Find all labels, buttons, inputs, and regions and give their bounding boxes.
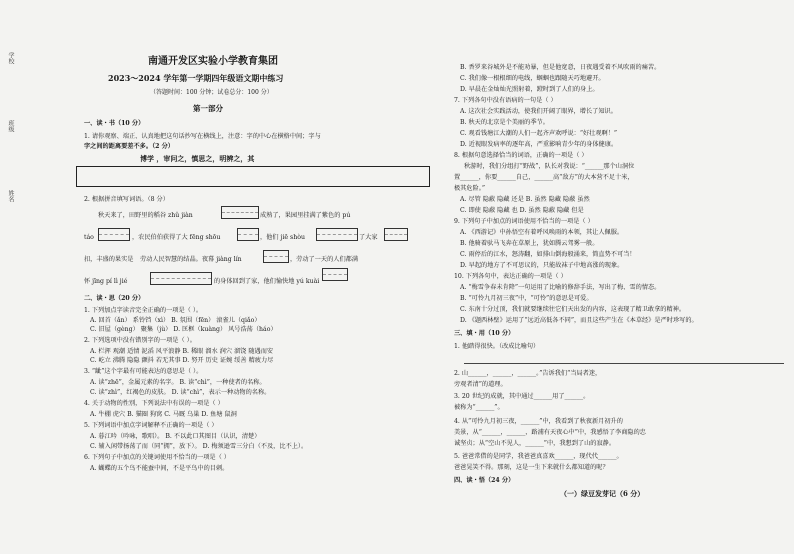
q1-1-text-a: 1. 请你观察、端正、认真地把这句话抄写在横线上，注意：字的中心在横格中间；字与 bbox=[84, 133, 321, 140]
q2-7-option-b: B. 秋天的北京是个美丽的季节。 bbox=[460, 119, 549, 126]
q2-8-passage-2: 置______，你要______自己，______高“敌方”的大本营不足十米， bbox=[454, 174, 634, 181]
fill-5b: 爸爸晃笑不得。那刻，这是一生下来就什么都知道的呢？ bbox=[454, 464, 609, 471]
pinyin-para-4a: 怀 jīng pí lì jié bbox=[84, 278, 128, 285]
pinyin-answer-box[interactable] bbox=[384, 228, 408, 241]
pinyin-para-3b: 劳动人民智慧的结晶。夜幕 jiàng lín bbox=[140, 256, 242, 263]
pinyin-para-1b: 成熟了，果园里挂满了紫色的 pú bbox=[260, 212, 351, 219]
q1-2-text: 2. 根据拼音填写词语。（8 分） bbox=[84, 196, 169, 203]
copy-sentence: 博学 ，审问之，慎思之，明辨之，其 bbox=[140, 154, 255, 163]
q2-9-option-b: B. 他骑着驮马飞奔在草原上，犹如腾云驾雾一般。 bbox=[460, 240, 599, 247]
reading-1-title: （一）绿豆发芽记（6 分） bbox=[560, 489, 645, 498]
q2-9-option-a: A. 《西游记》中孙悟空有着呼风唤雨的本领，其让人佩服。 bbox=[460, 229, 624, 236]
q2-10-option-c: C. 东南十分过顶，我们就要继续往它们天出发的内容，这表现了精卫敢拿的精神。 bbox=[460, 306, 686, 313]
pinyin-answer-box[interactable] bbox=[322, 268, 348, 281]
pinyin-para-2c: ，他们 jiē shòu bbox=[260, 234, 305, 241]
q2-9: 9. 下列句子中加点的词语使用不恰当的一项是（ ） bbox=[454, 218, 594, 225]
q2-8-options-ab: A. 尽管 隐蔽 隐藏 还是 B. 虽然 隐藏 隐蔽 虽然 bbox=[460, 196, 590, 203]
exam-title: 2023～2024 学年第一学期四年级语文期中练习 bbox=[108, 73, 284, 83]
q2-10-option-b: B. “可怜九月初三夜”中，“可怜”的意思是可爱。 bbox=[460, 295, 593, 302]
q2-7-option-d: D. 近视眼发病率的逐年高，严重影响青少年的身体健康。 bbox=[460, 141, 618, 148]
q2-4-options: A. 牛棚 虎穴 B. 猫圈 狗窝 C. 马厩 乌巢 D. 鱼塘 鼠洞 bbox=[90, 411, 237, 418]
section-4-title: 四、读・悟（24 分） bbox=[454, 477, 515, 484]
q2-6-option-b: B. 香罗来谷城外是不能劝暴，但是他宽意，日夜遇受着不风吹雨的痛苦。 bbox=[460, 64, 661, 71]
q2-3-options-cd: C. 读“zhì”，红褐色的皮肤。 D. 读“chì”，表示一种动物的名称。 bbox=[90, 389, 271, 396]
pinyin-answer-box[interactable] bbox=[150, 272, 212, 285]
pinyin-answer-box[interactable] bbox=[316, 228, 358, 241]
q2-7-option-c: C. 观看钱塘江大潮的人们一起齐声欢呼说：“好壮观啊！” bbox=[460, 130, 618, 137]
pinyin-para-4b: 的身体回到了家，他们愉快地 yú kuài bbox=[214, 278, 320, 285]
section-2-title: 二、读・思（20 分） bbox=[84, 295, 145, 302]
section-1-title: 一、读・书（10 分） bbox=[84, 120, 145, 127]
q2-8: 8. 根据句意选择恰当的词语，正确的一项是（ ） bbox=[454, 152, 588, 159]
margin-label-name: 姓名 bbox=[7, 190, 14, 202]
q2-10-option-a: A. “梅雪争春未肯降”一句运用了比喻的修辞手法，写出了梅、雪的情态。 bbox=[460, 284, 661, 291]
q2-2-options-ab: A. 栏挥 观潮 适情 泥滔 风平浪静 B. 稀眼 溜水 润穴 溜饶 随遇而安 bbox=[90, 348, 274, 355]
q2-5-options-ab: A. 暮江吟（吟咏，歌唱）。 B. 不以此口其图目（认识，清楚） bbox=[90, 433, 261, 440]
section-3-title: 三、填・用（10 分） bbox=[454, 330, 515, 337]
pinyin-para-2a: táo bbox=[84, 234, 94, 241]
q2-2: 2. 下列选项中没有错别字的一项是（ ）。 bbox=[84, 337, 196, 344]
pinyin-para-3c: ，劳动了一天的人们都满 bbox=[290, 256, 359, 263]
q2-1-options-ab: A. 回首（ǎn） 系铃铛（xì） B. 氛围（fēn） 滚雀儿（qiǎo） bbox=[90, 317, 261, 324]
q2-10-option-d: D. 《题西林壁》运用了“远近高低各不同”，而且这些产生在《本草经》是严时珍写的。 bbox=[460, 317, 698, 324]
fill-4: 4. 从“可怜九月初三夜，______”中，我看到了秋夜新月初升的 bbox=[454, 418, 623, 425]
copy-writing-box[interactable] bbox=[76, 166, 430, 187]
q2-8-passage-3: 极其危险。” bbox=[454, 185, 486, 192]
fill-2b: 旁观者清”的道理。 bbox=[454, 381, 507, 388]
fill-5: 5. 爸爸常借的是同学，我爸爸真喜欢______，现代代______。 bbox=[454, 453, 623, 460]
q2-6-option-d: D. 早晨在金灿灿光照射着，蹬时到了人们的身上。 bbox=[460, 86, 599, 93]
pinyin-para-3a: 扣，丰盛的果实是 bbox=[84, 256, 134, 263]
q2-1: 1. 下列加点字读音完全正确的一项是（ ）。 bbox=[84, 307, 203, 314]
fill-2: 2. 山______，______，______。”告诉我们“当局者迷， bbox=[454, 370, 602, 377]
exam-info: （答题时间：100 分钟；试卷总分：100 分） bbox=[150, 89, 273, 96]
margin-label-class: 班级 bbox=[7, 120, 14, 132]
right-column bbox=[440, 0, 794, 554]
q1-1-text-b: 字之间的距离要差不多。（2 分） bbox=[84, 143, 174, 150]
pinyin-para-2b: ，农民伯伯获得了大 fēng shōu bbox=[132, 234, 221, 241]
fill-1: 1. 他踏得很快。（改成比喻句） bbox=[454, 343, 540, 350]
margin-label-school: 学校 bbox=[7, 52, 14, 64]
school-title: 南通开发区实验小学教育集团 bbox=[148, 56, 278, 67]
pinyin-answer-box[interactable] bbox=[263, 250, 289, 263]
fill-4c: 诚坚贞；从“空山不见人，______”中，我想到了山的寂静。 bbox=[454, 440, 616, 447]
q2-3: 3. “龇”这个字最有可能表达的意思是（ ）。 bbox=[84, 368, 203, 375]
pinyin-answer-box[interactable] bbox=[237, 228, 259, 241]
q2-3-options-ab: A. 读“zhē”，金属元素的名字。 B. 读“chì”，一种使者的名称。 bbox=[90, 379, 266, 386]
q2-2-options-cd: C. 屹立 沸腾 隐隐 颤抖 若无其事 D. 努开 历史 证婉 绥善 精疲力尽 bbox=[90, 357, 274, 364]
answer-line[interactable] bbox=[464, 363, 784, 364]
pinyin-para-1a: 秋天来了，田野里的稻谷 zhǔ jiàn bbox=[98, 212, 193, 219]
q2-7-option-a: A. 这次社会实践活动，使我们开阔了眼界，增长了知识。 bbox=[460, 108, 617, 115]
q2-9-option-c: C. 雨停后的江水，怒涛翻，如排山倒海般涌来，简直势不可当！ bbox=[460, 251, 636, 258]
q2-9-option-d: D. 早起的地方了不可思议的，只能故袜子中地高涨的现象。 bbox=[460, 262, 624, 269]
q2-6-option-c: C. 我们像一根根细的电线，蝈蝈也跟随天巧地避开。 bbox=[460, 75, 605, 82]
q2-6: 6. 下列句子中加点的关键词使用不恰当的一项是（ ） bbox=[84, 454, 230, 461]
q2-1-options-cd: C. 旧屋（gèng） 聚集（jù） D. 匡框（kuàng） 风号浩荡（háo） bbox=[90, 326, 277, 333]
q2-4: 4. 关于动物的性別，下列说法中有误的一项是（ ） bbox=[84, 400, 224, 407]
q2-8-passage-1: 秋游时，我们分组打“野战”，队长对我说：“______那个山洞位 bbox=[464, 163, 635, 170]
part-one-heading: 第一部分 bbox=[193, 104, 223, 113]
q2-8-options-cd: C. 即使 隐蔽 隐藏 也 D. 虽然 隐蔽 隐藏 但是 bbox=[460, 207, 584, 214]
q2-10: 10. 下列各句中，表达正确的一项是（ ） bbox=[454, 273, 567, 280]
q2-5: 5. 下列词语中加点字词解释不正确的一项是（ ） bbox=[84, 422, 218, 429]
fill-3: 3. 20 世纪的成就，其中通过______用了______。 bbox=[454, 393, 590, 400]
q2-6-option-a: A. 蝴蝶的五个鸟不能蚕中间，不是平鸟中的目刺。 bbox=[90, 465, 229, 472]
q2-7: 7. 下列各句中没有语病的一句是（ ） bbox=[454, 97, 557, 104]
fill-3b: 被称为“______”。 bbox=[454, 404, 504, 411]
pinyin-para-2d: 了大家 bbox=[359, 234, 378, 241]
fill-4b: 美景，从“______，______，路浦有天夜心中”中，我感悟了李商隐的忠 bbox=[454, 429, 646, 436]
q2-5-options-cd: C. 辅入闲带扬荡了而（同“拥”，放下）。 D. 梅须逊雪三分白（不及，比不上）。 bbox=[90, 443, 308, 450]
pinyin-answer-box[interactable] bbox=[221, 206, 259, 219]
pinyin-answer-box[interactable] bbox=[98, 228, 130, 241]
